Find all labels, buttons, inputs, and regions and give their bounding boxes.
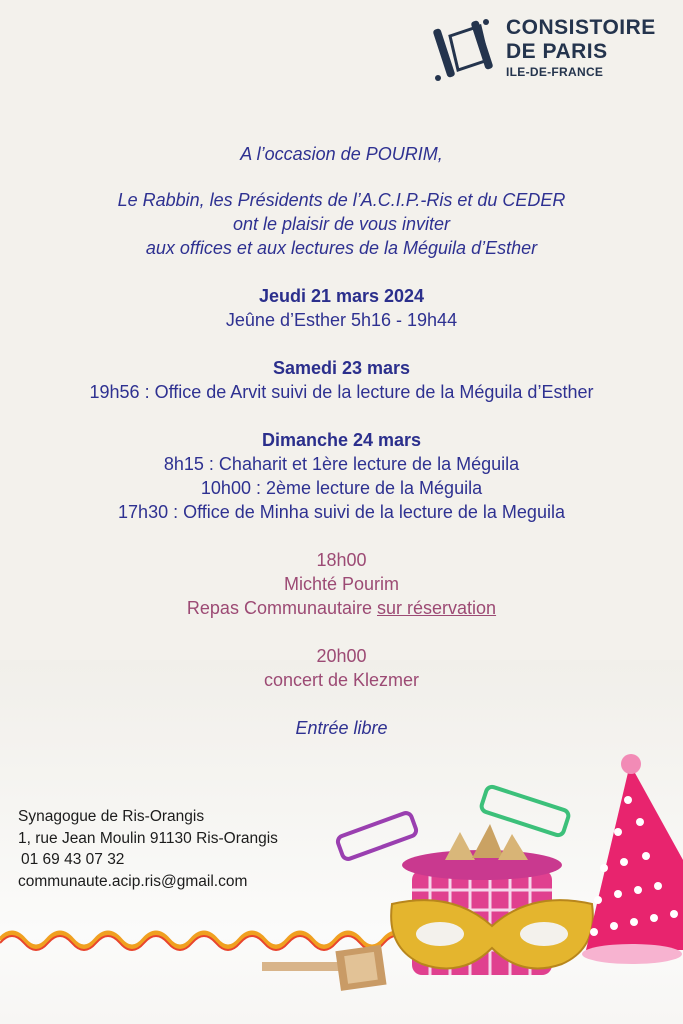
meal-label: Repas Communautaire bbox=[186, 598, 372, 618]
schedule-item: 8h15 : Chaharit et 1ère lecture de la Méguila bbox=[163, 454, 520, 474]
evening-event: Michté Pourim bbox=[283, 574, 400, 594]
concert-event: concert de Klezmer bbox=[263, 670, 420, 690]
torah-scroll-icon bbox=[432, 16, 502, 82]
logo-line-3: ILE-DE-FRANCE bbox=[506, 65, 604, 79]
schedule-item: 19h56 : Office de Arvit suivi de la lecture de la Méguila d’Esther bbox=[89, 382, 594, 402]
phone-number[interactable]: 01 69 43 07 32 bbox=[21, 851, 125, 868]
concert-time: 20h00 bbox=[316, 646, 367, 666]
meal-line bbox=[0, 596, 683, 620]
logo-line-2: DE PARIS bbox=[506, 40, 608, 63]
invite-line: ont le plaisir de vous inviter bbox=[232, 214, 451, 234]
green-toy-grogger bbox=[480, 785, 570, 836]
wooden-grogger bbox=[262, 945, 387, 991]
reservation-link[interactable]: sur réservation bbox=[377, 598, 497, 618]
schedule-item: Jeûne d’Esther 5h16 - 19h44 bbox=[225, 310, 458, 330]
invite-line: aux offices et aux lectures de la Méguila d’Esther bbox=[145, 238, 538, 258]
purim-decoration-illustration bbox=[0, 740, 683, 1024]
email-address[interactable]: communaute.acip.ris@gmail.com bbox=[18, 872, 248, 890]
purple-toy-grogger bbox=[336, 811, 418, 860]
synagogue-name: Synagogue de Ris-Orangis bbox=[18, 808, 205, 825]
free-entry: Entrée libre bbox=[295, 718, 388, 738]
day-heading-sunday: Dimanche 24 mars bbox=[261, 430, 422, 450]
day-heading-thursday: Jeudi 21 mars 2024 bbox=[258, 286, 425, 306]
consistoire-logo[interactable] bbox=[432, 16, 672, 86]
street-address: 1, rue Jean Moulin 91130 Ris-Orangis bbox=[18, 829, 278, 847]
schedule-item: 10h00 : 2ème lecture de la Méguila bbox=[200, 478, 483, 498]
occasion-line: A l’occasion de POURIM, bbox=[240, 144, 443, 164]
logo-line-1: CONSISTOIRE bbox=[506, 16, 656, 39]
invite-line: Le Rabbin, les Présidents de l’A.C.I.P.-Ris et du CEDER bbox=[117, 190, 566, 210]
day-heading-saturday: Samedi 23 mars bbox=[272, 358, 411, 378]
party-hat bbox=[582, 754, 683, 964]
evening-time: 18h00 bbox=[316, 550, 367, 570]
schedule-item: 17h30 : Office de Minha suivi de la lecture de la Meguila bbox=[118, 502, 565, 522]
